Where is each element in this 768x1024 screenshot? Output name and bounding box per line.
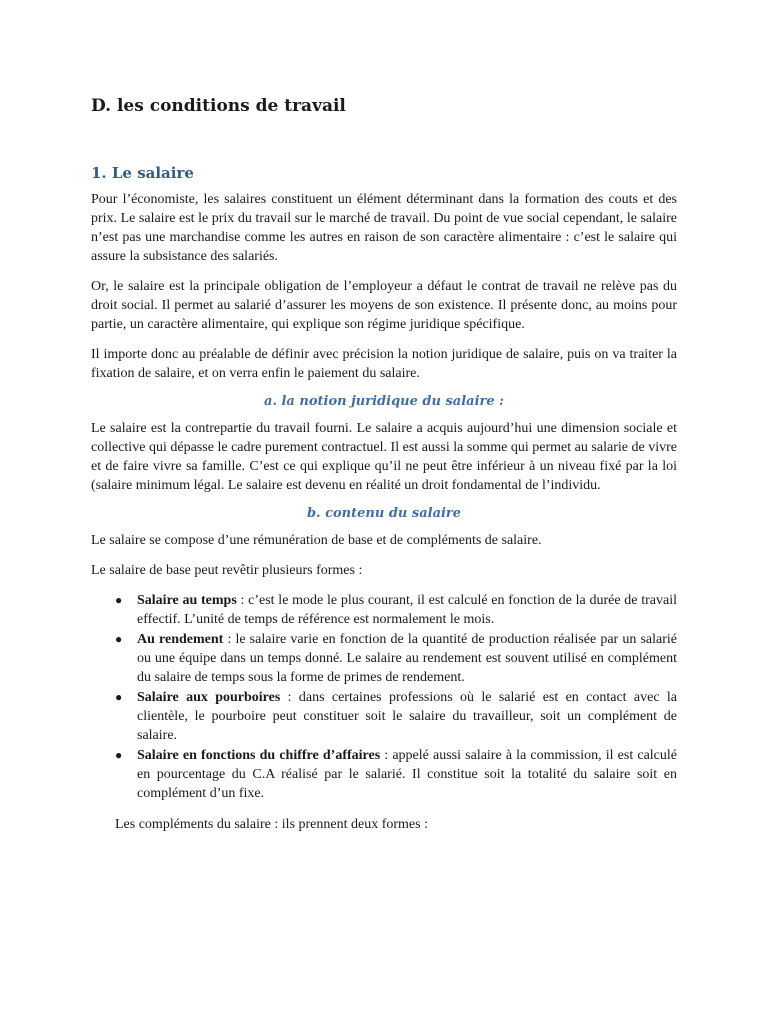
paragraph-obligation: Or, le salaire est la principale obligation de l’employeur a défaut le contrat de travail ne relève pas du droit social. Il permet au salarié d’assurer les moyens de son existence. Il présente donc, au moins pour partie, un caractère alimentaire, qui explique son régime juridique spécifique. xyxy=(91,279,677,332)
list-item-term: Salaire aux pourboires xyxy=(137,690,281,705)
paragraph-economiste: Pour l’économiste, les salaires constituent un élément déterminant dans la formation des couts et des prix. Le salaire est le prix du travail sur le marché de travail. Du point de vue social cependant, le salaire n’est pas une marchandise comme les autres en raison de son caractère alimentaire : c’est le salaire qui assure la subsistance des salariés. xyxy=(91,192,677,264)
subheading-notion-juridique: a. la notion juridique du salaire : xyxy=(264,394,504,409)
subheading-contenu-salaire: b. contenu du salaire xyxy=(306,506,462,521)
salary-forms-list xyxy=(91,591,677,803)
list-item-term: Au rendement xyxy=(137,632,224,647)
list-item-text: : c’est le mode le plus courant, il est calculé en fonction de la durée de travail effectif. L’unité de temps de référence est normalement le mois. xyxy=(137,593,677,627)
list-item xyxy=(115,746,677,803)
list-item-text: : appelé aussi salaire à la commission, il est calculé en pourcentage du C.A réalisé par le salarié. Il constitue soit la totalité du salaire soit en complément d’un fixe. xyxy=(137,748,677,801)
bullet-icon: ● xyxy=(115,748,123,762)
list-item xyxy=(115,630,677,687)
paragraph-formes: Le salaire de base peut revêtir plusieurs formes : xyxy=(91,563,363,578)
section-title-salaire: 1. Le salaire xyxy=(91,164,194,182)
list-item xyxy=(115,688,677,745)
paragraph-importance: Il importe donc au préalable de définir avec précision la notion juridique de salaire, puis on va traiter la fixation de salaire, et on verra enfin le paiement du salaire. xyxy=(91,347,677,381)
paragraph-notion-juridique: Le salaire est la contrepartie du travail fourni. Le salaire a acquis aujourd’hui une dimension sociale et collective qui dépasse le cadre purement contractuel. Il est aussi la somme qui permet au salarie de vivre et de faire vivre sa famille. C’est ce qui explique qu’il ne peut être inférieur à un niveau fixé par la loi (salaire minimum légal. Le salaire est devenu en réalité un droit fondamental de l’individu. xyxy=(91,421,677,493)
bullet-icon: ● xyxy=(115,593,123,607)
paragraph-complements: Les compléments du salaire : ils prennent deux formes : xyxy=(115,817,428,832)
document-heading: D. les conditions de travail xyxy=(91,96,346,116)
bullet-icon: ● xyxy=(115,632,123,646)
list-item-term: Salaire au temps xyxy=(137,593,237,608)
list-item xyxy=(115,591,677,629)
paragraph-composition: Le salaire se compose d’une rémunération de base et de compléments de salaire. xyxy=(91,533,542,548)
bullet-icon: ● xyxy=(115,690,123,704)
list-item-term: Salaire en fonctions du chiffre d’affaires xyxy=(137,748,381,763)
list-item-text: : dans certaines professions où le salarié est en contact avec la clientèle, le pourboire peut constituer soit le salaire du travailleur, soit un complément de salaire. xyxy=(137,690,677,743)
list-item-text: : le salaire varie en fonction de la quantité de production réalisée par un salarié ou une équipe dans un temps donné. Le salaire au rendement est souvent utilisé en complément du salaire de temps sous la forme de primes de rendement. xyxy=(137,632,677,685)
